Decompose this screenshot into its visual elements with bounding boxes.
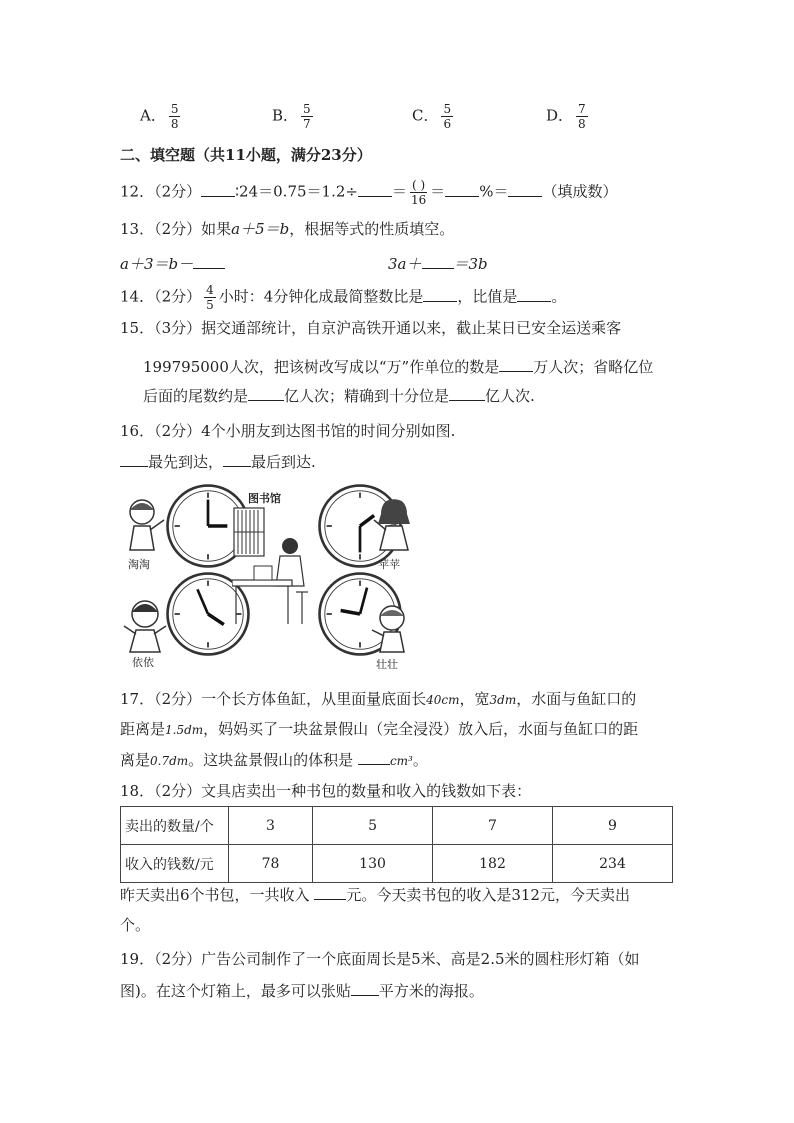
blank[interactable]	[508, 182, 542, 197]
question-17-line-1: 17．（2分）一个长方体鱼缸，从里面量底面长40cm，宽3dm，水面与鱼缸口的	[120, 690, 637, 708]
blank[interactable]	[223, 452, 251, 467]
blank[interactable]	[423, 287, 457, 302]
blank[interactable]	[449, 386, 485, 401]
question-15-line-3: 后面的尾数约是 亿人次；精确到十分位是 亿人次.	[143, 387, 535, 405]
fraction: $\frac{5}{7}$	[303, 102, 311, 131]
blank[interactable]	[351, 981, 379, 996]
table-cell: 5	[313, 807, 433, 845]
blank[interactable]	[445, 182, 479, 197]
option-a: A． $\frac{5}{8}$	[140, 102, 179, 131]
child-yiyi-figure	[122, 598, 168, 654]
question-18-answer-line-1: 昨天卖出6个书包，一共收入 元。今天卖书包的收入是312元，今天卖出	[120, 886, 630, 904]
option-c: C． $\frac{5}{6}$	[412, 102, 452, 131]
question-18-answer-line-2: 个。	[120, 916, 151, 934]
question-18-line-1: 18．（2分）文具店卖出一种书包的数量和收入的钱数如下表：	[120, 782, 532, 800]
blank[interactable]	[201, 182, 235, 197]
blank[interactable]	[358, 182, 392, 197]
table-cell: 9	[553, 807, 673, 845]
table-cell: 3	[229, 807, 313, 845]
blank[interactable]	[314, 885, 346, 900]
option-b: B． $\frac{5}{7}$	[272, 102, 311, 131]
table-cell: 78	[229, 845, 313, 883]
equation-left: a＋3＝b－	[120, 253, 225, 274]
blank[interactable]	[248, 386, 284, 401]
table-cell: 7	[433, 807, 553, 845]
sales-table	[120, 806, 673, 883]
section-title: 二、填空题（共11小题，满分23分）	[120, 146, 372, 164]
name-zhuangzhuang: 壮壮	[376, 658, 398, 671]
question-14: 14．（2分） $\frac{4}{5}$ 小时：4分钟化成最简整数比是 ，比值是 。	[120, 283, 567, 312]
question-19-line-1: 19．（2分）广告公司制作了一个底面周长是5米、高是2.5米的圆柱形灯箱（如	[120, 950, 640, 968]
fraction: $\frac{5}{8}$	[170, 102, 179, 131]
question-16-line-2: 最先到达， 最后到达.	[120, 451, 316, 472]
library-clock-illustration	[120, 478, 420, 674]
question-17-line-2: 距离是1.5dm，妈妈买了一块盆景假山（完全浸没）放入后，水面与鱼缸口的距	[120, 720, 639, 738]
table-row	[121, 845, 673, 883]
blank[interactable]	[499, 357, 533, 372]
table-header-cell: 收入的钱数/元	[121, 845, 229, 883]
fraction: $\frac{7}{8}$	[578, 102, 586, 131]
fraction: $\frac{( )}{16}$	[410, 178, 427, 207]
question-17-line-3: 离是0.7dm。这块盆景假山的体积是 cm³。	[120, 751, 428, 769]
table-row	[121, 807, 673, 845]
name-pingping: 苹苹	[378, 558, 400, 571]
question-16-line-1: 16．（2分）4个小朋友到达图书馆的时间分别如图.	[120, 422, 456, 440]
question-13: 13．（2分）如果a＋5＝b，根据等式的性质填空。	[120, 220, 455, 238]
question-19-line-2: 图)。在这个灯箱上，最多可以张贴 平方米的海报。	[120, 982, 484, 1000]
table-cell: 182	[433, 845, 553, 883]
question-15-line-2: 199795000人次，把该树改写成以“万”作单位的数是 万人次；省略亿位	[143, 358, 654, 376]
fraction: $\frac{5}{6}$	[443, 102, 452, 131]
fraction: $\frac{4}{5}$	[206, 283, 214, 312]
child-taotao-figure	[122, 498, 166, 556]
table-cell: 234	[553, 845, 673, 883]
question-15-line-1: 15．（3分）据交通部统计，自京沪高铁开通以来，截止某日已安全运送乘客	[120, 319, 622, 337]
option-d: D． $\frac{7}{8}$	[546, 102, 586, 131]
blank[interactable]	[358, 750, 390, 765]
table-header-cell: 卖出的数量/个	[121, 807, 229, 845]
child-pingping-figure	[372, 498, 416, 556]
blank[interactable]	[422, 254, 454, 269]
library-sign: 图书馆	[248, 492, 281, 505]
child-zhuangzhuang-figure	[370, 604, 414, 654]
blank[interactable]	[120, 452, 148, 467]
library-scene	[232, 506, 312, 636]
table-cell: 130	[313, 845, 433, 883]
blank[interactable]	[193, 254, 225, 269]
blank[interactable]	[517, 287, 551, 302]
name-yiyi: 依依	[132, 656, 154, 669]
name-taotao: 淘淘	[128, 558, 150, 571]
question-12: 12．（2分） ∶24＝0.75＝1.2÷ ＝ $\frac{( )}{16}$ ＝ %＝ （填成数）	[120, 178, 618, 207]
equation-right: 3a＋ ＝3b	[388, 255, 488, 273]
